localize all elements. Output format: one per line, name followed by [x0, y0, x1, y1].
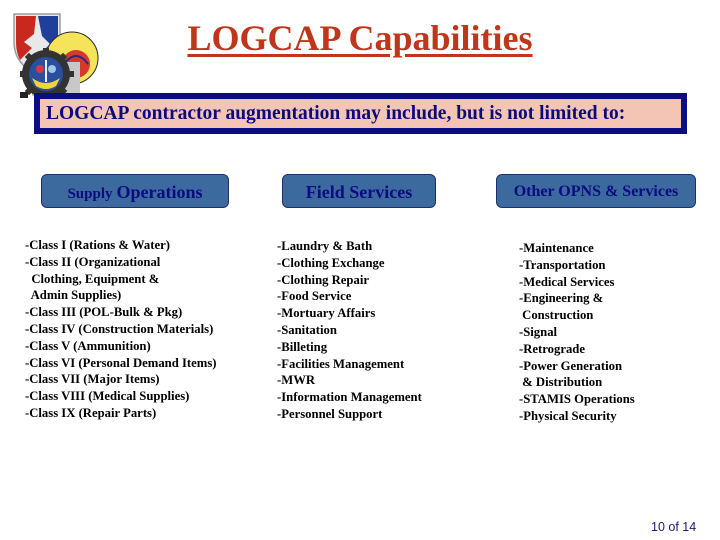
list-item: -Laundry & Bath — [277, 239, 373, 253]
list-item: -STAMIS Operations — [519, 392, 635, 407]
list-item: -Class VI (Personal Demand Items) — [25, 355, 217, 370]
list-item: -Physical Security — [519, 408, 617, 423]
list-item: -Maintenance — [519, 241, 594, 255]
army-emblem-icon — [6, 8, 102, 100]
list-item: -Personnel Support — [277, 406, 383, 421]
list-item: Construction — [519, 308, 594, 323]
list-item: -Mortuary Affairs — [277, 306, 376, 321]
list-item: -Clothing Exchange — [277, 255, 385, 270]
list-item: Clothing, Equipment & — [25, 271, 160, 286]
list-item: -Class IX (Repair Parts) — [25, 405, 157, 420]
list-item: -Medical Services — [519, 274, 615, 289]
list-item: -MWR — [277, 373, 316, 388]
list-item: -Facilities Management — [277, 356, 405, 371]
list-item: -Retrograde — [519, 341, 585, 356]
list-item: -Class III (POL-Bulk & Pkg) — [25, 305, 183, 320]
list-item: -Power Generation — [519, 358, 622, 373]
list-item: -Engineering & — [519, 291, 604, 306]
supply-operations-label-prefix: Supply — [67, 186, 113, 202]
other-opns-services-list — [519, 240, 635, 425]
list-item: -Clothing Repair — [277, 272, 369, 287]
list-item: & Distribution — [519, 375, 603, 390]
list-item: -Information Management — [277, 390, 422, 405]
list-item: -Food Service — [277, 289, 352, 304]
intro-banner — [34, 93, 687, 134]
list-item: -Class VIII (Medical Supplies) — [25, 389, 190, 404]
other-opns-services-button[interactable]: Other OPNS & Services — [496, 174, 696, 208]
list-item: -Signal — [519, 324, 558, 339]
list-item: -Class V (Ammunition) — [25, 338, 151, 353]
list-item: -Class II (Organizational — [25, 254, 161, 269]
list-item: Admin Supplies) — [25, 288, 122, 303]
list-item: -Transportation — [519, 257, 606, 272]
list-item: -Class I (Rations & Water) — [25, 238, 170, 252]
supply-operations-button[interactable] — [41, 174, 229, 208]
list-item: -Sanitation — [277, 322, 337, 337]
field-services-button[interactable]: Field Services — [282, 174, 436, 208]
supply-operations-list — [25, 237, 216, 422]
slide-title: LOGCAP Capabilities — [187, 18, 533, 58]
supply-operations-label-main: Operations — [116, 182, 203, 202]
unit-emblems-logo — [6, 8, 102, 100]
field-services-list — [277, 238, 422, 423]
list-item: -Class IV (Construction Materials) — [25, 321, 214, 336]
intro-banner-text: LOGCAP contractor augmentation may include, but is not limited to: — [46, 103, 626, 124]
page-indicator: 10 of 14 — [651, 520, 697, 534]
list-item: -Billeting — [277, 339, 328, 354]
list-item: -Class VII (Major Items) — [25, 372, 160, 387]
